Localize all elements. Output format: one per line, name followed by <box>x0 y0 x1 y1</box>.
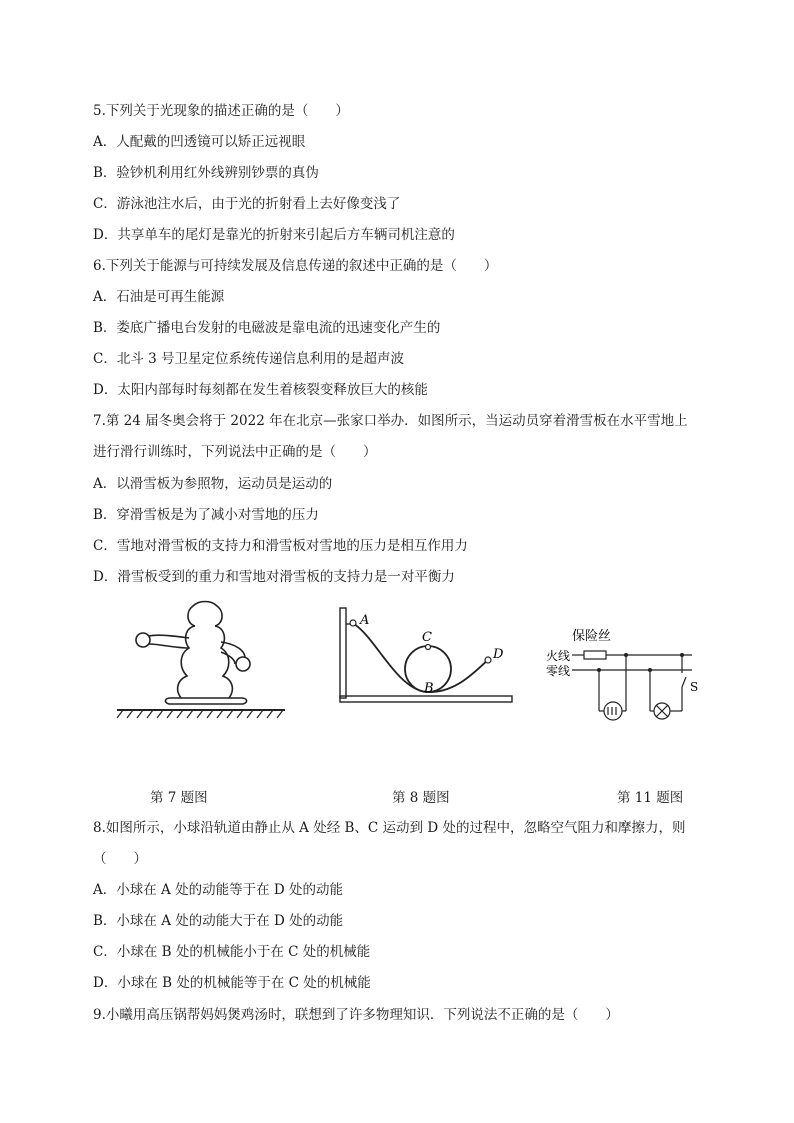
q8-option-a: A．小球在 A 处的动能等于在 D 处的动能 <box>93 882 343 898</box>
q8-stem-line1: 8.如图所示，小球沿轨道由静止从 A 处经 B、C 运动到 D 处的过程中，忽略空气阻力和摩擦力，则 <box>93 820 686 836</box>
figure-7-skier <box>115 598 290 720</box>
q5-option-d: D．共享单车的尾灯是靠光的折射来引起后方车辆司机注意的 <box>93 227 455 243</box>
fig11-label-switch: S <box>690 680 699 694</box>
q7-option-c: C．雪地对滑雪板的支持力和滑雪板对雪地的压力是相互作用力 <box>93 538 468 554</box>
q8-option-d: D．小球在 B 处的机械能等于在 C 处的机械能 <box>93 975 371 991</box>
q5-option-a: A．人配戴的凹透镜可以矫正远视眼 <box>93 134 306 150</box>
fig11-label-fuse: 保险丝 <box>572 629 612 644</box>
q6-option-b: B．娄底广播电台发射的电磁波是靠电流的迅速变化产生的 <box>93 320 441 336</box>
q7-option-b: B．穿滑雪板是为了减小对雪地的压力 <box>93 507 319 523</box>
q6-option-d: D．太阳内部每时每刻都在发生着核裂变释放巨大的核能 <box>93 382 428 398</box>
fig8-label-c: C <box>422 630 432 645</box>
q6-stem: 6.下列关于能源与可持续发展及信息传递的叙述中正确的是（ ） <box>93 258 498 274</box>
figure-11-circuit <box>540 625 710 725</box>
fig8-label-a: A <box>360 613 370 628</box>
q9-stem: 9.小曦用高压锅帮妈妈煲鸡汤时，联想到了许多物理知识．下列说法不正确的是（ ） <box>93 1007 619 1023</box>
figure-11-caption: 第 11 题图 <box>617 790 684 806</box>
q7-stem-line2: 进行滑行训练时，下列说法中正确的是（ ） <box>93 444 377 460</box>
fig11-label-neutral: 零线 <box>546 664 571 678</box>
q5-stem: 5.下列关于光现象的描述正确的是（ ） <box>93 103 349 119</box>
figure-7-caption: 第 7 题图 <box>150 790 208 806</box>
figure-8-track <box>336 608 516 708</box>
q6-option-c: C．北斗 3 号卫星定位系统传递信息利用的是超声波 <box>93 351 405 367</box>
figure-8-caption: 第 8 题图 <box>392 790 450 806</box>
fig8-label-d: D <box>493 647 504 662</box>
q7-stem-line1: 7.第 24 届冬奥会将于 2022 年在北京—张家口举办．如图所示，当运动员穿着滑雪板在水平雪地上 <box>93 413 688 429</box>
q8-option-b: B．小球在 A 处的动能大于在 D 处的动能 <box>93 913 344 929</box>
q5-option-b: B．验钞机利用红外线辨别钞票的真伪 <box>93 165 319 181</box>
q8-option-c: C．小球在 B 处的机械能小于在 C 处的机械能 <box>93 944 371 960</box>
q6-option-a: A．石油是可再生能源 <box>93 289 225 305</box>
q7-option-d: D．滑雪板受到的重力和雪地对滑雪板的支持力是一对平衡力 <box>93 569 455 585</box>
q7-option-a: A．以滑雪板为参照物，运动员是运动的 <box>93 476 333 492</box>
fig11-label-live: 火线 <box>546 649 571 663</box>
fig8-label-b: B <box>424 681 434 696</box>
q8-stem-line2: （ ） <box>93 851 147 867</box>
q5-option-c: C．游泳池注水后，由于光的折射看上去好像变浅了 <box>93 196 401 212</box>
